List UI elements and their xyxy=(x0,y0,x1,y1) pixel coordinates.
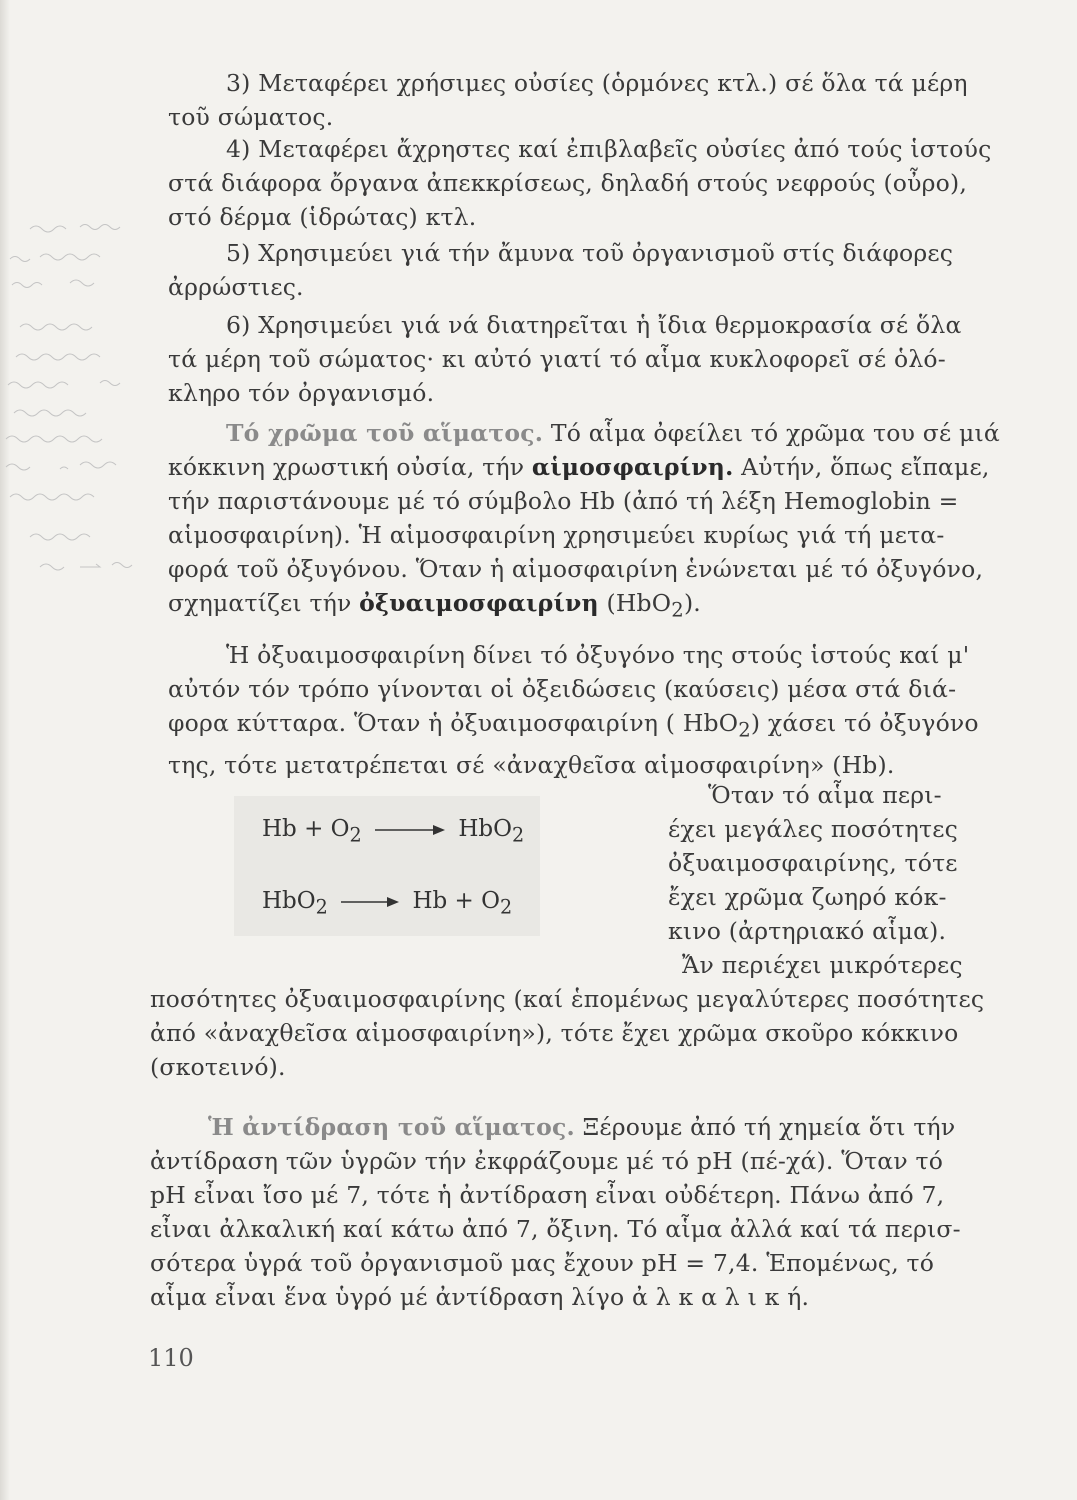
reaction-line-2: ἀντίδραση τῶν ὑγρῶν τήν ἐκφράζουμε μέ τό pH (πέ-χά). Ὅταν τό xyxy=(150,1147,944,1175)
item-5-line-1: 5) Χρησιμεύει γιά τήν ἄμυνα τοῦ ὀργανισμοῦ στίς διάφορες xyxy=(226,239,954,267)
oxy-line-1: Ἡ ὀξυαιμοσφαιρίνη δίνει τό ὀξυγόνο της στούς ἱστούς καί μ' xyxy=(226,641,970,669)
right-arrow-icon xyxy=(375,824,445,836)
side-line-5: κινο (ἀρτηριακό αἷμα). xyxy=(668,917,947,945)
oxy-line-4: της, τότε μετατρέπεται σέ «ἀναχθεῖσα αἱμοσφαιρίνη» (Hb). xyxy=(168,750,895,779)
handwriting-scribble-icon xyxy=(0,215,168,595)
reaction-line-5: σότερα ὑγρά τοῦ ὀργανισμοῦ μας ἔχουν pH = 7,4. Ἑπομένως, τό xyxy=(150,1249,935,1277)
oxy-line-2: αὐτόν τόν τρόπο γίνονται οἱ ὀξειδώσεις (καύσεις) μέσα στά διά- xyxy=(168,675,957,703)
blood-reaction-heading: Ἡ ἀντίδραση τοῦ αἵματος. xyxy=(208,1113,575,1141)
blood-color-line-1: Τό χρῶμα τοῦ αἵματος. Τό αἷμα ὀφείλει τό χρῶμα του σέ μιά xyxy=(226,419,1000,447)
blood-color-line-2: κόκκινη χρωστική οὐσία, τήν αἱμοσφαιρίνη. Αὐτήν, ὅπως εἴπαμε, xyxy=(168,453,990,481)
reaction-line-3: pH εἶναι ἴσο μέ 7, τότε ἡ ἀντίδραση εἶναι οὐδέτερη. Πάνω ἀπό 7, xyxy=(150,1181,945,1209)
page-number: 110 xyxy=(148,1344,194,1372)
item-4-line-3: στό δέρμα (ἱδρώτας) κτλ. xyxy=(168,203,477,231)
item-4-line-1: 4) Μεταφέρει ἄχρηστες καί ἐπιβλαβεῖς οὐσίες ἀπό τούς ἱστούς xyxy=(226,135,992,163)
cont-line-3: (σκοτεινό). xyxy=(150,1053,286,1081)
blood-color-line-5: φορά τοῦ ὀξυγόνου. Ὅταν ἡ αἱμοσφαιρίνη ἑνώνεται μέ τό ὀξυγόνο, xyxy=(168,555,984,583)
side-line-4: ἔχει χρῶμα ζωηρό κόκ- xyxy=(668,883,947,911)
oxyhemoglobin-paragraph xyxy=(168,638,990,782)
item-3-paragraph xyxy=(168,66,990,134)
reaction-line-1: Ἡ ἀντίδραση τοῦ αἵματος. Ξέρουμε ἀπό τή χημεία ὅτι τήν xyxy=(208,1113,956,1141)
item-3-line-1: 3) Μεταφέρει χρήσιμες οὐσίες (ὁρμόνες κτλ.) σέ ὅλα τά μέρη xyxy=(226,69,968,97)
term-oxyhemoglobin: ὀξυαιμοσφαιρίνη xyxy=(359,589,599,617)
item-6-paragraph xyxy=(168,308,990,410)
reaction-line-4: εἶναι ἀλκαλική καί κάτω ἀπό 7, ὄξινη. Τό αἷμα ἀλλά καί τά περισ- xyxy=(150,1215,961,1243)
blood-reaction-section xyxy=(150,1110,990,1314)
blood-color-heading: Τό χρῶμα τοῦ αἵματος. xyxy=(226,419,544,447)
item-6-line-3: κληρο τόν ὀργανισμό. xyxy=(168,379,435,407)
item-6-line-1: 6) Χρησιμεύει γιά νά διατηρεῖται ἡ ἴδια θερμοκρασία σέ ὅλα xyxy=(226,311,962,339)
blood-color-line-6: σχηματίζει τήν ὀξυαιμοσφαιρίνη (HbO$_2$). xyxy=(168,589,701,622)
item-5-line-2: ἀρρώστιες. xyxy=(168,273,304,301)
equation-box xyxy=(234,796,540,936)
item-5-paragraph xyxy=(168,236,990,304)
handwritten-margin-notes xyxy=(0,215,168,595)
side-line-1: Ὅταν τό αἷμα περι- xyxy=(708,781,942,809)
blood-color-line-4: αἱμοσφαιρίνη). Ἡ αἱμοσφαιρίνη χρησιμεύει κυρίως γιά τή μετα- xyxy=(168,521,945,549)
cont-line-2: ἀπό «ἀναχθεῖσα αἱμοσφαιρίνη»), τότε ἔχει χρῶμα σκοῦρο κόκκινο xyxy=(150,1019,959,1047)
blood-color-line-3: τήν παριστάνουμε μέ τό σύμβολο Hb (ἀπό τή λέξη Hemoglobin = xyxy=(168,487,959,515)
reaction-line-6: αἷμα εἶναι ἕνα ὑγρό μέ ἀντίδραση λίγο ἀ λ κ α λ ι κ ή. xyxy=(150,1283,810,1311)
side-text xyxy=(668,778,986,982)
side-line-2: έχει μεγάλες ποσότητες xyxy=(668,815,958,843)
item-4-line-2: στά διάφορα ὄργανα ἀπεκκρίσεως, δηλαδή στούς νεφρούς (οὖρο), xyxy=(168,169,968,197)
blood-color-section xyxy=(168,416,1000,628)
continuation-paragraph xyxy=(150,982,990,1084)
right-arrow-icon xyxy=(341,896,399,908)
item-4-paragraph xyxy=(168,132,990,234)
cont-line-1: ποσότητες ὀξυαιμοσφαιρίνης (καί ἑπομένως μεγαλύτερες ποσότητες xyxy=(150,985,985,1013)
item-3-line-2: τοῦ σώματος. xyxy=(168,103,334,131)
equation-release: HbO$_2$ $Hb + O_2$ xyxy=(262,888,513,919)
equation-binding: $Hb + O_2$ HbO$_2$ xyxy=(262,816,525,847)
side-line-3: ὀξυαιμοσφαιρίνης, τότε xyxy=(668,849,958,877)
term-hemoglobin: αἱμοσφαιρίνη. xyxy=(531,453,734,481)
side-line-6: Ἄν περιέχει μικρότερες xyxy=(682,951,963,979)
oxy-line-3: φορα κύτταρα. Ὅταν ἡ ὀξυαιμοσφαιρίνη ( HbO$_2$) χάσει τό ὀξυγόνο xyxy=(168,709,979,742)
item-6-line-2: τά μέρη τοῦ σώματος· κι αὐτό γιατί τό αἷμα κυκλοφορεῖ σέ ὁλό- xyxy=(168,345,946,373)
